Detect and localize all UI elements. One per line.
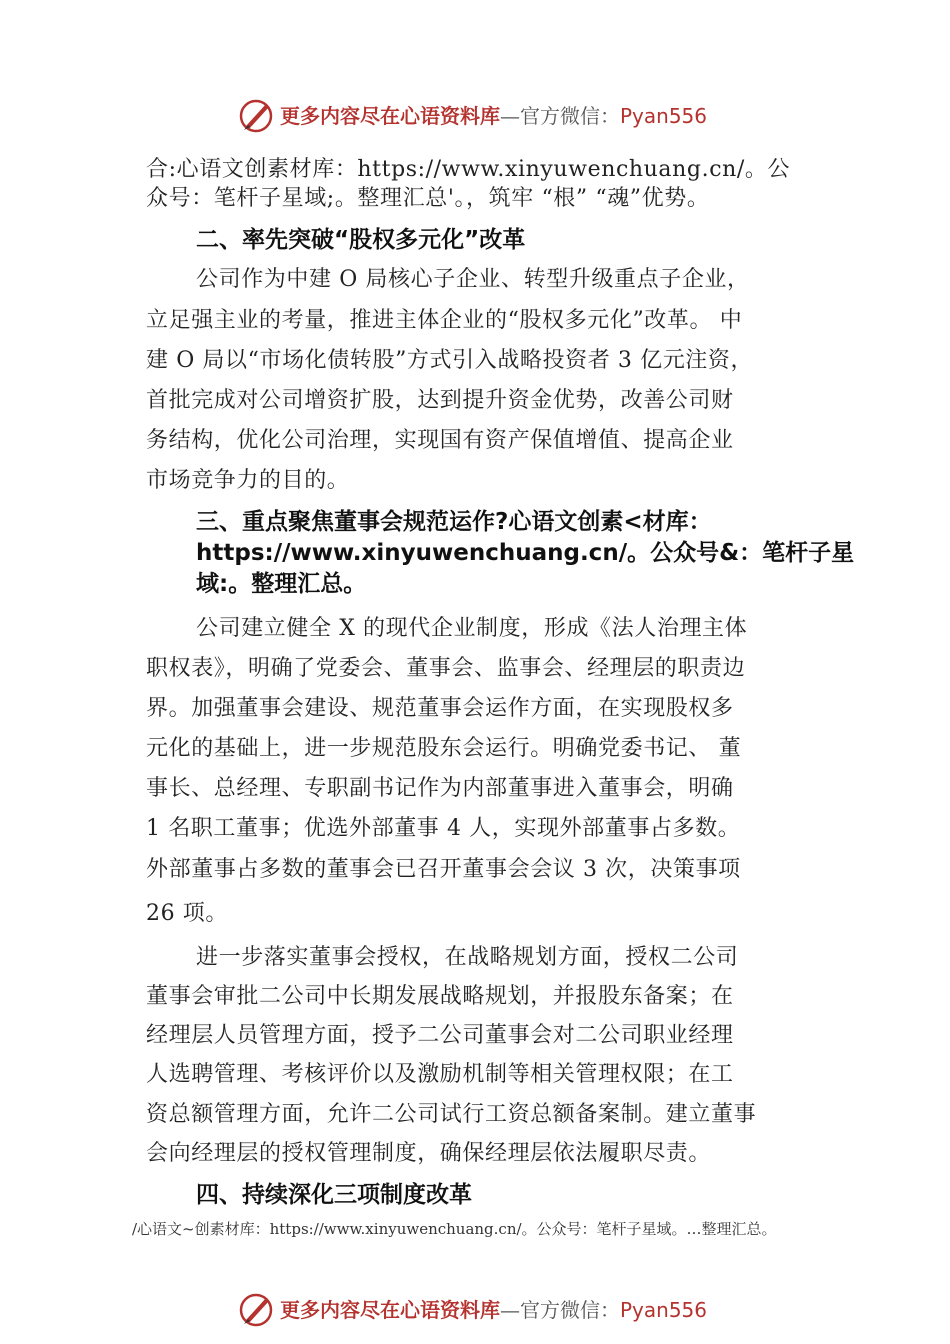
section-heading-3: 三、重点聚焦董事会规范运作?心语文创素<材库：	[196, 509, 712, 535]
text-line: 人选聘管理、考核评价以及激励机制等相关管理权限；在工	[146, 1062, 734, 1087]
text-line: 建 O 局以“市场化债转股”方式引入战略投资者 3 亿元注资，	[146, 348, 754, 373]
pen-logo-icon	[236, 1290, 276, 1330]
text-line: 市场竞争力的目的。	[146, 468, 350, 493]
banner-text	[280, 103, 707, 129]
banner-wechat-label: —官方微信：	[500, 1298, 620, 1322]
section-heading-2: 二、率先突破“股权多元化”改革	[196, 227, 526, 253]
text-line: 界。加强董事会建设、规范董事会运作方面，在实现股权多	[146, 696, 734, 721]
footer-note: /心语文~创素材库：https://www.xinyuwenchuang.cn/。公众号：笔杆子星域。…整理汇总。	[132, 1220, 777, 1238]
text-line: 元化的基础上，进一步规范股东会运行。明确党委书记、 董	[146, 736, 742, 761]
text-line: 公司作为中建 O 局核心子企业、转型升级重点子企业，	[196, 267, 750, 292]
text-line: 董事会审批二公司中长期发展战略规划，并报股东备案；在	[146, 984, 734, 1009]
banner-title: 更多内容尽在心语资料库	[280, 1298, 500, 1322]
pen-logo-icon	[236, 96, 276, 136]
text-line: 进一步落实董事会授权，在战略规划方面，授权二公司	[196, 945, 739, 970]
text-line: 会向经理层的授权管理制度，确保经理层依法履职尽责。	[146, 1141, 712, 1166]
text-line: 首批完成对公司增资扩股，达到提升资金优势，改善公司财	[146, 388, 734, 413]
text-line: 公司建立健全 X 的现代企业制度，形成《法人治理主体	[196, 616, 748, 641]
text-line: 众号：笔杆子星域;。整理汇总'。，筑牢 “根” “魂”优势。	[146, 186, 710, 211]
banner-wechat-label: —官方微信：	[500, 104, 620, 128]
banner-wechat-id: Pyan556	[620, 104, 708, 128]
section-heading-3-cont: 域:。整理汇总。	[196, 571, 367, 597]
footer-banner	[0, 1290, 950, 1330]
text-line: 26 项。	[146, 901, 228, 926]
banner-wechat-id: Pyan556	[620, 1298, 708, 1322]
text-line: 外部董事占多数的董事会已召开董事会会议 3 次，决策事项	[146, 857, 741, 882]
section-heading-4: 四、持续深化三项制度改革	[196, 1182, 472, 1208]
banner-text	[280, 1297, 707, 1323]
section-heading-3-cont: https://www.xinyuwenchuang.cn/。公众号&：笔杆子星	[196, 540, 855, 566]
banner-title: 更多内容尽在心语资料库	[280, 104, 500, 128]
text-line: 职权表》，明确了党委会、董事会、监事会、经理层的职责边	[146, 656, 746, 681]
text-line: 资总额管理方面，允许二公司试行工资总额备案制。建立董事	[146, 1102, 757, 1127]
text-line: 经理层人员管理方面，授予二公司董事会对二公司职业经理	[146, 1023, 734, 1048]
header-banner	[0, 96, 950, 136]
text-line: 合:心语文创素材库：https://www.xinyuwenchuang.cn/。公	[146, 157, 791, 182]
text-line: 立足强主业的考量，推进主体企业的“股权多元化”改革。 中	[146, 308, 743, 333]
text-line: 务结构，优化公司治理，实现国有资产保值增值、提高企业	[146, 428, 734, 453]
text-line: 事长、总经理、专职副书记作为内部董事进入董事会，明确	[146, 776, 734, 801]
text-line: 1 名职工董事；优选外部董事 4 人，实现外部董事占多数。	[146, 816, 741, 841]
